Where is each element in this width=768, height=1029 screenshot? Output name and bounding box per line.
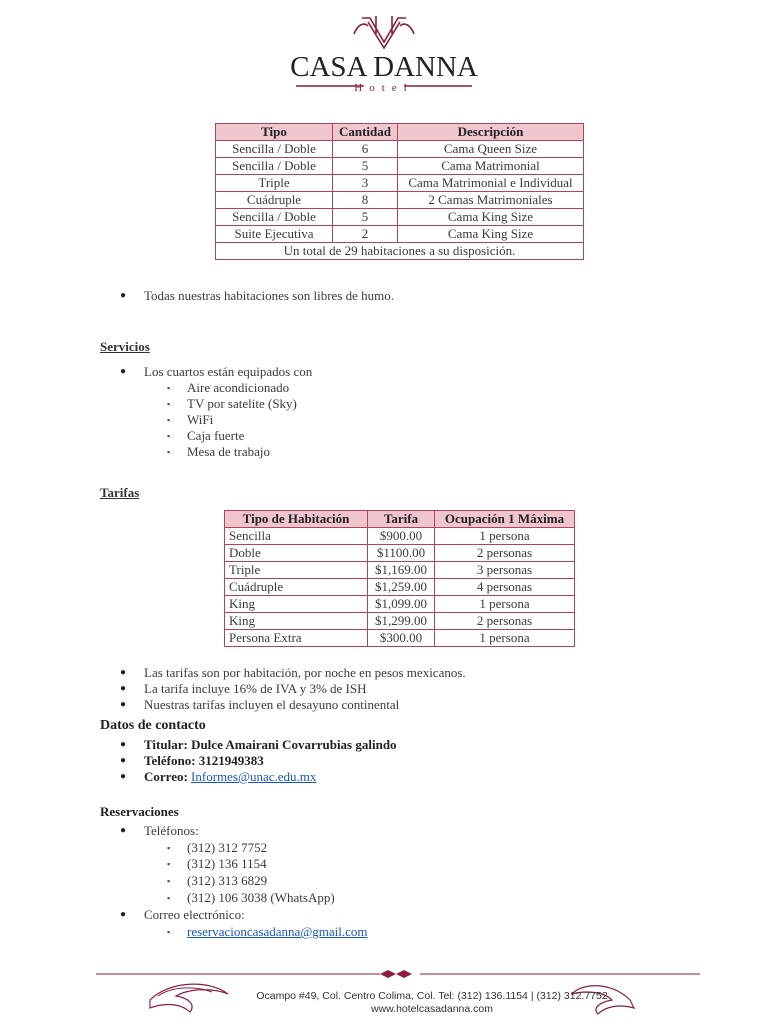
rooms-table xyxy=(215,123,584,260)
rates-header: Tipo de Habitación xyxy=(225,511,368,528)
footer xyxy=(0,960,768,1024)
rates-header: Ocupación 1 Máxima xyxy=(435,511,575,528)
rate-price: $1100.00 xyxy=(368,545,435,562)
rate-price: $1,169.00 xyxy=(368,562,435,579)
room-description: 2 Camas Matrimoniales xyxy=(398,192,584,209)
rooms-header: Cantidad xyxy=(333,124,398,141)
room-description: Cama King Size xyxy=(398,226,584,243)
room-quantity: 8 xyxy=(333,192,398,209)
contact-phone: ● Teléfono: 3121949383 xyxy=(144,753,264,769)
room-type: Cuádruple xyxy=(216,192,333,209)
table-row xyxy=(216,209,584,226)
reservations-heading: Reservaciones xyxy=(100,804,179,819)
room-description: Cama King Size xyxy=(398,209,584,226)
services-intro: ● Los cuartos están equipados con xyxy=(144,364,312,380)
reservation-phone: ▪ (312) 312 7752 xyxy=(187,840,267,856)
rate-price: $1,259.00 xyxy=(368,579,435,596)
rate-occupancy: 2 personas xyxy=(435,613,575,630)
room-type: Suite Ejecutiva xyxy=(216,226,333,243)
reservation-phone: ▪ (312) 106 3038 (WhatsApp) xyxy=(187,890,335,906)
rate-note: ● Las tarifas son por habitación, por noche en pesos mexicanos. xyxy=(144,665,466,681)
table-row xyxy=(225,579,575,596)
service-item: ▪ TV por satelite (Sky) xyxy=(187,396,297,412)
table-row xyxy=(216,243,584,260)
contact-email-label: Correo: xyxy=(144,769,192,784)
rooms-total: Un total de 29 habitaciones a su disposición. xyxy=(216,243,584,260)
rate-room-type: King xyxy=(225,596,368,613)
services-heading: Servicios xyxy=(100,339,150,354)
rate-room-type: Persona Extra xyxy=(225,630,368,647)
reservation-phone: ▪ (312) 313 6829 xyxy=(187,873,267,889)
rate-price: $1,299.00 xyxy=(368,613,435,630)
rate-occupancy: 1 persona xyxy=(435,596,575,613)
rates-heading: Tarifas xyxy=(100,485,140,500)
rate-room-type: Doble xyxy=(225,545,368,562)
table-row xyxy=(225,630,575,647)
rates-table xyxy=(224,510,575,647)
reservation-email-link[interactable]: reservacioncasadanna@gmail.com xyxy=(187,924,368,939)
contact-email-line xyxy=(144,769,316,785)
room-quantity: 6 xyxy=(333,141,398,158)
reservations-email-label: ● Correo electrónico: xyxy=(144,907,245,923)
table-row xyxy=(225,562,575,579)
table-row xyxy=(216,192,584,209)
rooms-header: Descripción xyxy=(398,124,584,141)
table-row xyxy=(216,226,584,243)
table-row xyxy=(225,596,575,613)
smoke-note: ● Todas nuestras habitaciones son libres de humo. xyxy=(144,288,394,304)
hotel-logo xyxy=(0,14,768,98)
table-row xyxy=(225,613,575,630)
rate-room-type: Cuádruple xyxy=(225,579,368,596)
room-quantity: 5 xyxy=(333,209,398,226)
table-row xyxy=(216,175,584,192)
rate-occupancy: 4 personas xyxy=(435,579,575,596)
room-type: Sencilla / Doble xyxy=(216,158,333,175)
rate-note: ● Nuestras tarifas incluyen el desayuno continental xyxy=(144,697,399,713)
room-type: Sencilla / Doble xyxy=(216,141,333,158)
footer-address: Ocampo #49, Col. Centro Colima, Col. Tel: (312) 136.1154 | (312) 312.7752 xyxy=(256,990,608,1002)
rate-room-type: Sencilla xyxy=(225,528,368,545)
room-quantity: 2 xyxy=(333,226,398,243)
rate-occupancy: 1 persona xyxy=(435,528,575,545)
brand-subtitle: Hotel xyxy=(354,82,414,94)
room-description: Cama Queen Size xyxy=(398,141,584,158)
rate-occupancy: 3 personas xyxy=(435,562,575,579)
service-item: ▪ Mesa de trabajo xyxy=(187,444,270,460)
contact-email-link[interactable]: Informes@unac.edu.mx xyxy=(191,769,317,784)
service-item: ▪ Caja fuerte xyxy=(187,428,244,444)
rate-note: ● La tarifa incluye 16% de IVA y 3% de ISH xyxy=(144,681,367,697)
service-item: ▪ Aire acondicionado xyxy=(187,380,289,396)
footer-website: www.hotelcasadanna.com xyxy=(371,1003,493,1015)
table-row xyxy=(216,141,584,158)
reservation-email-item xyxy=(187,924,368,940)
room-description: Cama Matrimonial xyxy=(398,158,584,175)
room-type: Triple xyxy=(216,175,333,192)
rooms-header: Tipo xyxy=(216,124,333,141)
rate-occupancy: 1 persona xyxy=(435,630,575,647)
reservations-phones-label: ● Teléfonos: xyxy=(144,823,199,839)
rate-room-type: Triple xyxy=(225,562,368,579)
room-description: Cama Matrimonial e Individual xyxy=(398,175,584,192)
room-type: Sencilla / Doble xyxy=(216,209,333,226)
contact-titular: ● Titular: Dulce Amairani Covarrubias galindo xyxy=(144,737,397,753)
rate-price: $1,099.00 xyxy=(368,596,435,613)
rate-occupancy: 2 personas xyxy=(435,545,575,562)
room-quantity: 5 xyxy=(333,158,398,175)
table-row xyxy=(225,528,575,545)
rate-price: $900.00 xyxy=(368,528,435,545)
reservation-phone: ▪ (312) 136 1154 xyxy=(187,856,267,872)
room-quantity: 3 xyxy=(333,175,398,192)
service-item: ▪ WiFi xyxy=(187,412,213,428)
table-row xyxy=(216,158,584,175)
rate-price: $300.00 xyxy=(368,630,435,647)
rate-room-type: King xyxy=(225,613,368,630)
table-row xyxy=(225,545,575,562)
contact-heading: Datos de contacto xyxy=(100,718,206,733)
brand-name: CASA DANNA xyxy=(290,51,478,83)
rates-header: Tarifa xyxy=(368,511,435,528)
